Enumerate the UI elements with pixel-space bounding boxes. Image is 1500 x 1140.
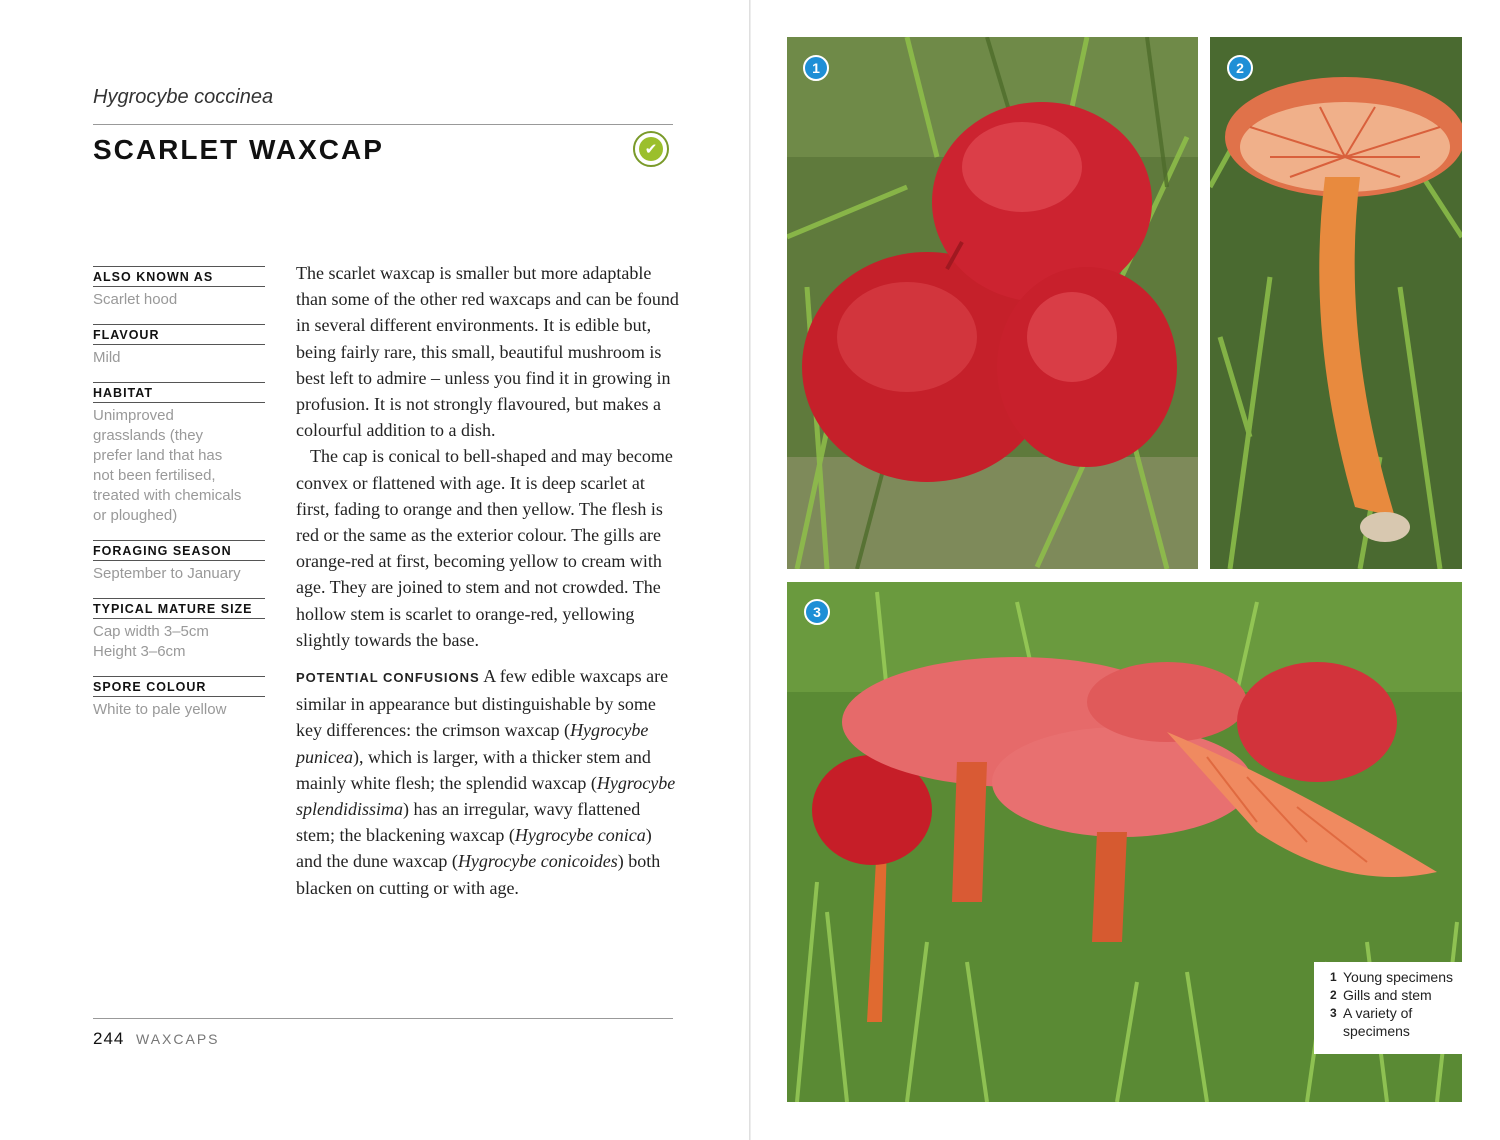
- fact-value: September to January: [93, 565, 241, 582]
- fact-habitat: [93, 382, 265, 526]
- species-name: Hygrocybe punicea: [296, 720, 649, 767]
- species-name: Hygrocybe conicoides: [457, 851, 618, 872]
- body-paragraph: The cap is conical to bell-shaped and may become convex or flattened with age. It is deep scarlet at first, fading to orange and then yellow. The flesh is red or the same as the exterior colour. The gills are orange-red at first, becoming yellow to cream with age. They are joined to stem and not crowded. The hollow stem is scarlet to orange-red, yellowing slightly towards the base.: [296, 446, 673, 650]
- fact-label: SPORE COLOUR: [93, 676, 265, 697]
- confusions-text: A few edible waxcaps are similar in appearance but distinguishable by some key differences: the crimson waxcap (: [296, 666, 669, 741]
- confusions-paragraph: [296, 663, 681, 901]
- caption-number: 3: [1330, 1006, 1337, 1020]
- fact-spore-colour: [93, 676, 265, 720]
- caption-item: [1330, 968, 1462, 986]
- fact-value: Cap width 3–5cm Height 3–6cm: [93, 623, 209, 660]
- fact-value: Scarlet hood: [93, 291, 178, 308]
- species-name: Hygrocybe conica: [514, 825, 646, 846]
- confusions-text: ), which is larger, with a thicker stem and mainly white flesh; the splendid waxcap (: [296, 746, 651, 793]
- section-name: WAXCAPS: [136, 1031, 220, 1047]
- caption-text: Gills and stem: [1343, 987, 1432, 1003]
- caption-item: [1330, 1004, 1443, 1040]
- fact-value: White to pale yellow: [93, 701, 227, 718]
- footer-rule: [93, 1018, 673, 1019]
- page-title: SCARLET WAXCAP: [93, 134, 384, 165]
- confusions-label: POTENTIAL CONFUSIONS: [296, 670, 480, 686]
- fact-value: Unimproved grasslands (they prefer land that has not been fertilised, treated with chemicals or ploughed): [93, 407, 242, 524]
- body-text: [296, 260, 681, 901]
- fact-mature-size: [93, 598, 265, 662]
- fact-label: FLAVOUR: [93, 324, 265, 345]
- caption-text: Young specimens: [1343, 969, 1454, 985]
- facts-sidebar: [93, 266, 265, 734]
- edible-badge: [633, 131, 669, 167]
- photo-number-badge: 3: [804, 599, 830, 625]
- page-number: 244: [93, 1029, 125, 1048]
- caption-item: [1330, 986, 1462, 1004]
- latin-name: Hygrocybe coccinea: [93, 86, 274, 108]
- fact-flavour: [93, 324, 265, 368]
- confusions-text: ) both blacken on cutting or with age.: [296, 851, 661, 898]
- left-page: [0, 0, 749, 1140]
- caption-number: 1: [1330, 970, 1337, 984]
- check-icon: ✔: [639, 137, 663, 161]
- fact-label: FORAGING SEASON: [93, 540, 265, 561]
- confusions-text: ) and the dune waxcap (: [296, 825, 652, 872]
- fact-label: ALSO KNOWN AS: [93, 266, 265, 287]
- fact-label: TYPICAL MATURE SIZE: [93, 598, 265, 619]
- photo-number-badge: 2: [1227, 55, 1253, 81]
- photo-number-badge: 1: [803, 55, 829, 81]
- photo-captions: [1314, 962, 1462, 1054]
- photo-gills-and-stem: [1210, 37, 1462, 569]
- fact-foraging-season: [93, 540, 265, 584]
- confusions-text: ) has an irregular, wavy flattened stem; the blackening waxcap (: [296, 799, 641, 846]
- fact-value: Mild: [93, 349, 121, 366]
- caption-number: 2: [1330, 988, 1337, 1002]
- species-name: Hygrocybe splendidissima: [296, 772, 676, 820]
- photo-young-specimens: [787, 37, 1198, 569]
- fact-label: HABITAT: [93, 382, 265, 403]
- fact-also-known-as: [93, 266, 265, 310]
- title-rule: [93, 124, 673, 125]
- caption-text: A variety of specimens: [1343, 1005, 1413, 1039]
- body-paragraph: The scarlet waxcap is smaller but more adaptable than some of the other red waxcaps and can be found in several different environments. It is edible but, being fairly rare, this small, beautiful mushroom is best left to admire – unless you find it in growing in profusion. It is not strongly flavoured, but makes a colourful addition to a dish.: [296, 263, 679, 441]
